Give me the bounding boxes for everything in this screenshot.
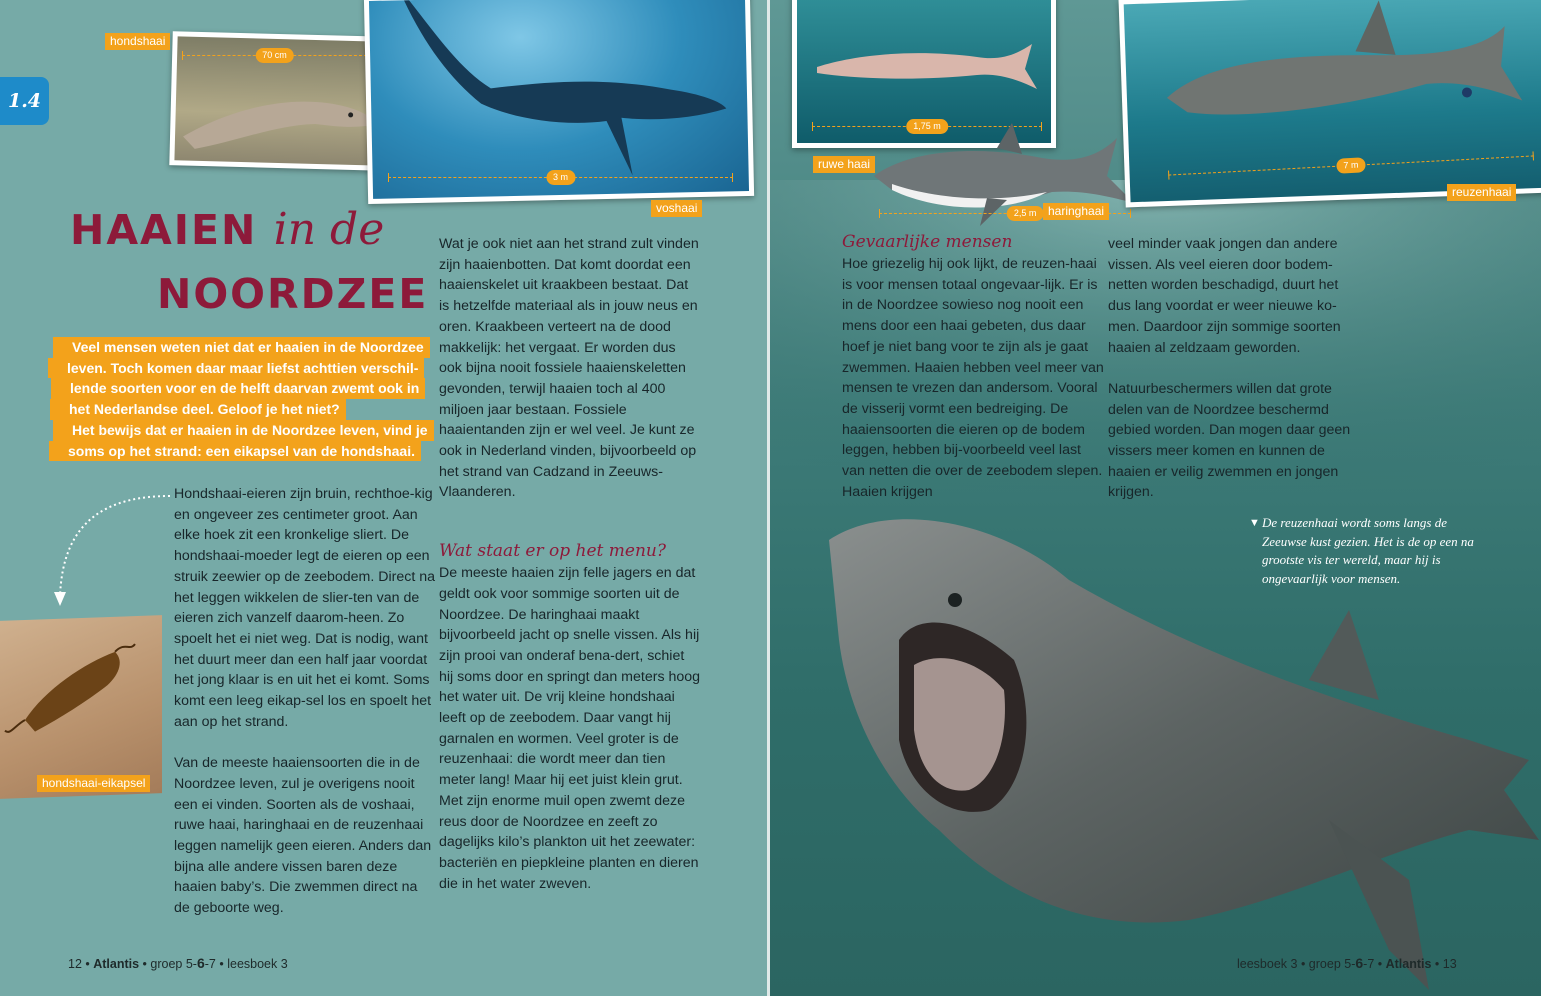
photo-caption bbox=[1249, 514, 1482, 588]
ruwe-haai-label: ruwe haai bbox=[813, 156, 875, 173]
group-six: 6 bbox=[1355, 955, 1364, 971]
reuzenhaai-measure: 7 m bbox=[1336, 157, 1366, 173]
voshaai-label: voshaai bbox=[651, 200, 702, 217]
paragraph: Hondshaai-eieren zijn bruin, rechthoe-kig en ongeveer zes centimeter groot. Aan elke hoek zit een kronkelige sliert. De hondshaai-moeder legt de eieren op een struik zeewier op de zeebodem. Direct na het leggen wikkelen de slier-ten van de eieren zich vanzelf daarom-heen. Zo spoelt het ei niet weg. Dat is nodig, want het duurt meer dan een half jaar voordat het jong klaar is en uit het ei komt. Soms komt een leeg eikap-sel los en spoelt het aan op het strand. bbox=[174, 486, 436, 730]
hondshaai-label: hondshaai bbox=[105, 33, 170, 50]
reuzenhaai-label: reuzenhaai bbox=[1447, 184, 1516, 201]
group-prefix: groep 5- bbox=[1308, 957, 1356, 971]
eikapsel-photo bbox=[0, 615, 162, 799]
haringhaai-label: haringhaai bbox=[1043, 203, 1109, 220]
eikapsel-label: hondshaai-eikapsel bbox=[37, 775, 150, 792]
hondshaai-measure: 70 cm bbox=[255, 48, 294, 63]
page-number: 13 bbox=[1442, 957, 1457, 971]
reuzenhaai-photo bbox=[1119, 0, 1541, 207]
text-column-2 bbox=[439, 234, 701, 894]
title-bold: HAAIEN bbox=[70, 206, 258, 254]
footer-left: 12 • Atlantis • groep 5-6-7 • leesboek 3 bbox=[68, 955, 288, 971]
intro-line: soms op het strand: een eikapsel van de hondshaai. bbox=[49, 441, 421, 462]
intro-line: leven. Toch komen daar maar liefst achttien verschil- bbox=[48, 358, 424, 379]
dotted-arrow-icon bbox=[50, 488, 175, 610]
subheading-gevaarlijk: Gevaarlijke mensen bbox=[842, 232, 1013, 252]
page-title-line1 bbox=[70, 205, 384, 255]
voshaai-measure: 3 m bbox=[546, 170, 575, 185]
title-script: in de bbox=[273, 204, 385, 255]
brand: Atlantis bbox=[93, 957, 140, 971]
page-title-line2: NOORDZEE bbox=[157, 270, 429, 318]
caption-triangle-icon: ▼ bbox=[1249, 517, 1260, 529]
hondshaai-measure-line bbox=[182, 50, 367, 60]
reuzenhaai-drawing bbox=[1124, 0, 1541, 202]
intro-box bbox=[48, 337, 428, 461]
paragraph: Natuurbeschermers willen dat grote delen van de Noordzee beschermd gebied worden. Dan mogen daar geen vissers meer komen en kunnen de haaien er veilig zwemmen en jongen krijgen. bbox=[1108, 380, 1351, 501]
caption-text: De reuzenhaai wordt soms langs de Zeeuwse kust gezien. Het is de op een na grootste vis ter wereld, maar hij is ongevaarlijk voor mensen. bbox=[1262, 515, 1474, 586]
group-prefix: groep 5- bbox=[150, 957, 197, 971]
paragraph: De meeste haaien zijn felle jagers en dat geldt ook voor sommige soorten uit de Noordzee. De haringhaai maakt bijvoorbeeld jacht op snelle vissen. Als hij zijn prooi van onderaf bena-dert, schiet hij soms door en springt dan meters hoog het water uit. De vrij kleine hondshaai leeft op de zeebodem. Daar vangt hij garnalen en wormen. Veel groter is de reuzenhaai: die wordt meer dan tien meter lang! Maar hij eet juist klein grut. Met zijn enorme muil open zwemt deze reus door de Noordzee en zeeft zo dagelijks kilo’s plankton uit het zeewater: bacteriën en piepkleine planten en dieren die in het water zweven. bbox=[439, 565, 701, 892]
intro-line: Veel mensen weten niet dat er haaien in de Noordzee bbox=[53, 337, 430, 358]
book-name: leesboek 3 bbox=[227, 957, 288, 971]
group-suffix: -7 bbox=[1363, 957, 1375, 971]
paragraph: Van de meeste haaiensoorten die in de Noordzee leven, zul je overigens nooit een ei vinden. Soorten als de voshaai, ruwe haai, haringhaai en de reuzenhaai leggen namelijk geen eieren. Anders dan bijna alle andere vissen baren deze haaien baby’s. Die zwemmen direct na de geboorte weg. bbox=[174, 755, 432, 917]
group-suffix: -7 bbox=[204, 957, 216, 971]
paragraph: veel minder vaak jongen dan andere vissen. Als veel eieren door bodem-netten worden beschadigd, duurt het dus lang voordat er weer nieuwe ko-men. Daardoor zijn sommige soorten haaien al zeldzaam geworden. bbox=[1108, 236, 1341, 356]
haringhaai-measure: 2,5 m bbox=[1007, 206, 1044, 221]
text-column-1 bbox=[174, 484, 436, 919]
intro-line: het Nederlandse deel. Geloof je het niet? bbox=[50, 399, 346, 420]
footer-right: leesboek 3 • groep 5-6-7 • Atlantis • 13 bbox=[1237, 955, 1457, 971]
intro-line: Het bewijs dat er haaien in de Noordzee leven, vind je bbox=[53, 420, 434, 441]
section-number-badge: 1.4 bbox=[0, 77, 49, 125]
subheading-menu: Wat staat er op het menu? bbox=[439, 541, 666, 562]
voshaai-measure-line bbox=[388, 172, 733, 182]
text-column-3 bbox=[842, 230, 1104, 502]
page-gutter bbox=[767, 0, 770, 996]
brand: Atlantis bbox=[1385, 957, 1432, 971]
eikapsel-drawing bbox=[0, 615, 162, 799]
group-six: 6 bbox=[196, 955, 205, 971]
intro-line: lende soorten voor en de helft daarvan zwemt ook in bbox=[51, 378, 425, 399]
paragraph: Wat je ook niet aan het strand zult vinden zijn haaienbotten. Dat komt doordat een haaienskelet uit kraakbeen bestaat. Dat is hetzelfde materiaal als in jouw neus en oren. Kraakbeen verteert na de dood makkelijk: het vergaat. Er worden dus ook bijna nooit fossiele haaienskeletten gevonden, terwijl haaien toch al 400 miljoen jaar bestaan. Fossiele haaientanden zijn er wel veel. Je kunt ze ook in Nederland vinden, bijvoorbeeld op het strand van Cadzand in Zeeuws-Vlaanderen. bbox=[439, 236, 699, 501]
book-name: leesboek 3 bbox=[1237, 957, 1298, 971]
text-column-4 bbox=[1108, 234, 1360, 503]
page-number: 12 bbox=[68, 957, 82, 971]
ruwe-haai-measure: 1,75 m bbox=[906, 119, 948, 134]
paragraph: Hoe griezelig hij ook lijkt, de reuzen-haai is voor mensen totaal ongevaar-lijk. Er is in de Noordzee sowieso nog nooit een mens door een haai gebeten, dus daar hoef je niet bang voor te zijn als je gaat zwemmen. Haaien hebben veel meer van mensen te vrezen dan andersom. Vooral de visserij vormt een bedreiging. De haaiensoorten die eieren op de bodem leggen, hebben bij-voorbeeld veel last van netten die over de zeebodem slepen. Haaien krijgen bbox=[842, 256, 1104, 500]
